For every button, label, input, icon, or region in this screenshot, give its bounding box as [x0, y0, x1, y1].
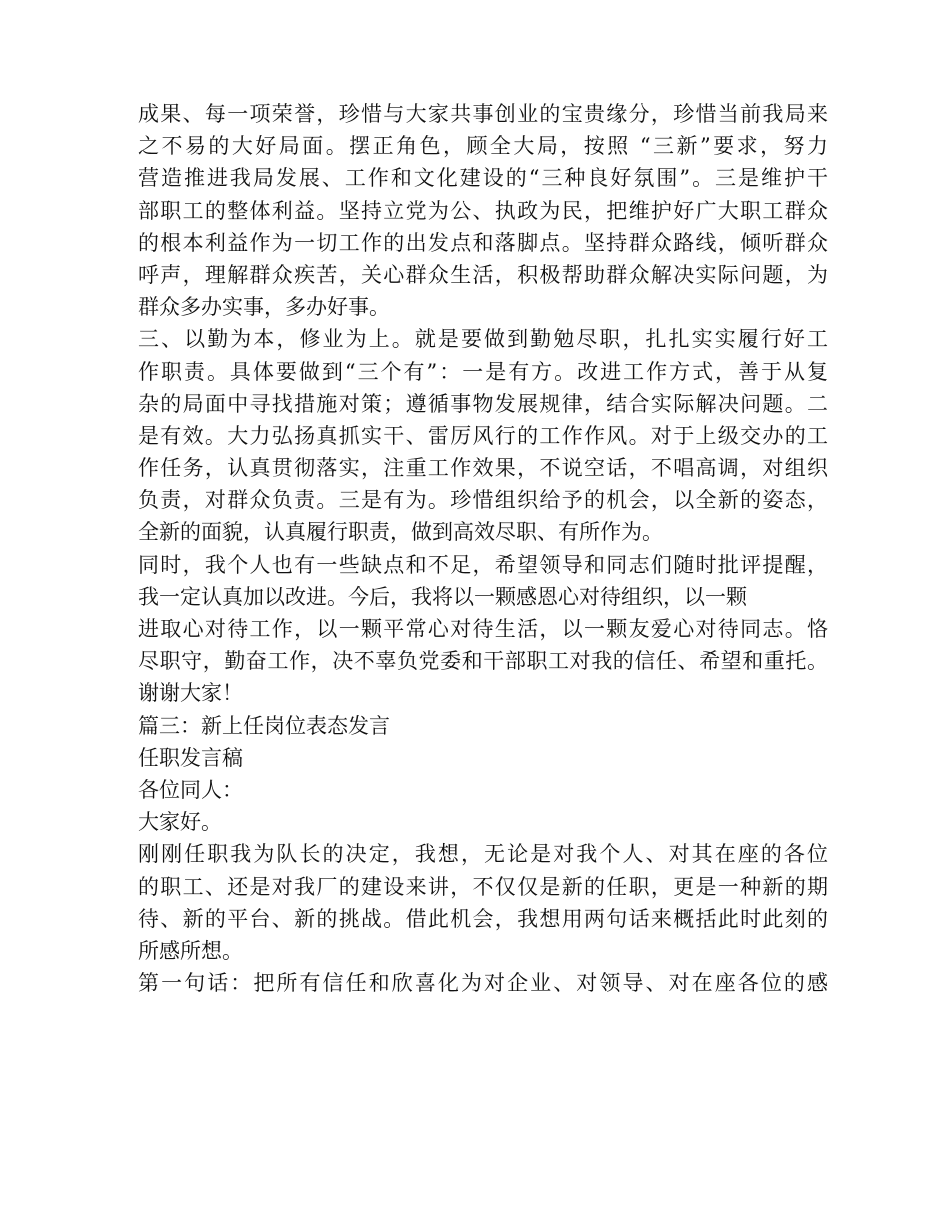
- text-line: 三、以勤为本，修业为上。就是要做到勤勉尽职，扎扎实实履行好工: [138, 327, 828, 352]
- text-line: 进取心对待工作，以一颗平常心对待生活，以一颗友爱心对待同志。恪: [138, 617, 828, 641]
- text-line: 刚刚任职我为队长的决定，我想，无论是对我个人、对其在座的各位: [138, 842, 828, 867]
- text-line: 营造推进我局发展、工作和文化建设的“三种良好氛围”。三是维护干: [138, 166, 828, 191]
- text-line: 同时，我个人也有一些缺点和不足，希望领导和同志们随时批评提醒，: [138, 552, 828, 577]
- text-line: 之不易的大好局面。摆正角色，顾全大局，按照 “三新”要求，努力: [138, 134, 828, 159]
- text-line: 是有效。大力弘扬真抓实干、雷厉风行的工作作风。对于上级交办的工: [138, 423, 828, 448]
- text-line: 呼声，理解群众疾苦，关心群众生活，积极帮助群众解决实际问题，为: [138, 262, 828, 287]
- section-heading: 篇三：新上任岗位表态发言: [138, 713, 390, 738]
- text-line: 我一定认真加以改进。今后，我将以一颗感恩心对待组织，以一颗: [138, 584, 747, 609]
- text-line: 负责，对群众负责。三是有为。珍惜组织给予的机会，以全新的姿态，: [138, 488, 828, 513]
- text-line: 的职工、还是对我厂的建设来讲，不仅仅是新的任职，更是一种新的期: [138, 874, 828, 899]
- text-line: 第一句话：把所有信任和欣喜化为对企业、对领导、对在座各位的感: [138, 971, 828, 996]
- text-line: 作任务，认真贯彻落实，注重工作效果，不说空话，不唱高调，对组织: [138, 456, 828, 481]
- document-body: [138, 98, 828, 999]
- text-line: 所感所想。: [138, 938, 243, 963]
- text-line: 全新的面貌，认真履行职责，做到高效尽职、有所作为。: [138, 520, 663, 545]
- text-line: 成果、每一项荣誉，珍惜与大家共事创业的宝贵缘分，珍惜当前我局来: [138, 102, 828, 126]
- text-line: 作职责。具体要做到“三个有”：一是有方。改进工作方式，善于从复: [138, 359, 828, 384]
- text-line: 任职发言稿: [138, 745, 243, 770]
- text-line: 各位同人：: [138, 777, 243, 802]
- text-line: 的根本利益作为一切工作的出发点和落脚点。坚持群众路线，倾听群众: [138, 230, 828, 255]
- text-line: 谢谢大家！: [138, 681, 243, 706]
- text-line: 待、新的平台、新的挑战。借此机会，我想用两句话来概括此时此刻的: [138, 906, 828, 931]
- text-line: 大家好。: [138, 810, 222, 835]
- text-line: 杂的局面中寻找措施对策；遵循事物发展规律，结合实际解决问题。二: [138, 391, 828, 416]
- text-line: 部职工的整体利益。坚持立党为公、执政为民，把维护好广大职工群众: [138, 198, 828, 223]
- text-line: 尽职守，勤奋工作，决不辜负党委和干部职工对我的信任、希望和重托。: [138, 649, 828, 674]
- text-line: 群众多办实事，多办好事。: [138, 295, 390, 320]
